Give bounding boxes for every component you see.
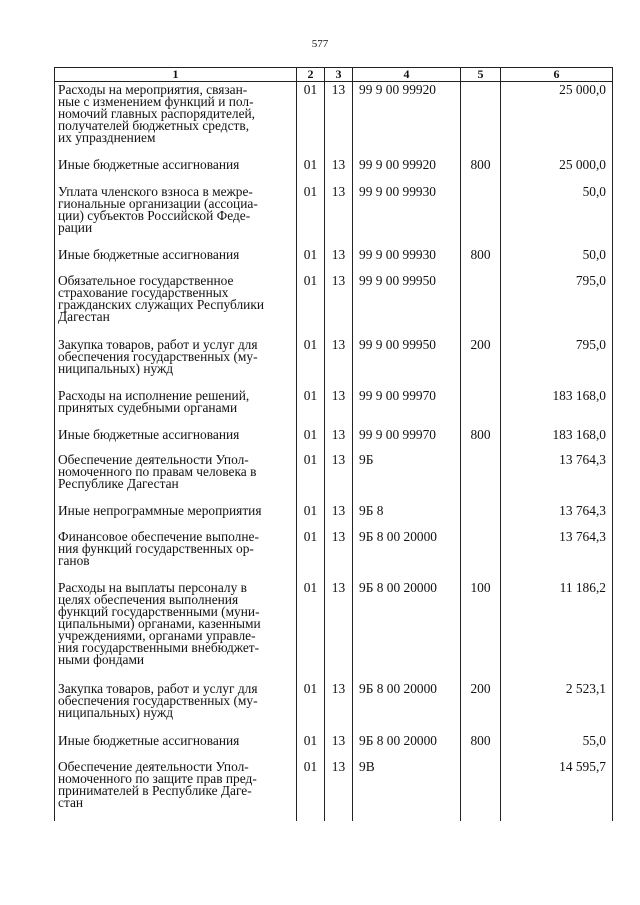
row-section-cell: 01 <box>297 247 325 273</box>
row-name-cell: Закупка товаров, работ и услуг для обеспечения государственных (му- ниципальных) нужд <box>55 337 297 388</box>
row-name-cell: Уплата членского взноса в межре- гиональные организации (ассоциа- ции) субъектов Российской Феде- рации <box>55 184 297 247</box>
row-code-cell: 99 9 00 99930 <box>353 184 461 247</box>
table-row <box>55 388 613 427</box>
row-type-cell: 800 <box>461 427 501 452</box>
table-row <box>55 529 613 580</box>
row-type-cell: 800 <box>461 247 501 273</box>
row-section-cell: 01 <box>297 452 325 503</box>
row-type-cell <box>461 388 501 427</box>
row-subsection-cell: 13 <box>325 529 353 580</box>
row-section-cell: 01 <box>297 759 325 821</box>
row-amount-cell: 795,0 <box>501 273 613 337</box>
row-type-cell <box>461 452 501 503</box>
row-amount-cell: 13 764,3 <box>501 529 613 580</box>
row-subsection-cell: 13 <box>325 157 353 184</box>
row-subsection-cell: 13 <box>325 247 353 273</box>
row-amount-cell: 2 523,1 <box>501 681 613 733</box>
row-section-cell: 01 <box>297 157 325 184</box>
row-type-cell <box>461 759 501 821</box>
row-code-cell: 9Б <box>353 452 461 503</box>
table-row <box>55 759 613 821</box>
row-type-cell: 200 <box>461 681 501 733</box>
row-name-cell: Иные бюджетные ассигнования <box>55 247 297 273</box>
row-amount-cell: 11 186,2 <box>501 580 613 681</box>
row-code-cell: 99 9 00 99950 <box>353 337 461 388</box>
header-col-2: 2 <box>297 68 325 82</box>
row-amount-cell: 795,0 <box>501 337 613 388</box>
row-name-cell: Обеспечение деятельности Упол- номоченного по защите прав пред- принимателей в Республике Даге- стан <box>55 759 297 821</box>
header-col-5: 5 <box>461 68 501 82</box>
row-code-cell: 99 9 00 99920 <box>353 157 461 184</box>
row-subsection-cell: 13 <box>325 82 353 157</box>
row-name-cell: Иные непрограммные мероприятия <box>55 503 297 529</box>
table-row <box>55 427 613 452</box>
row-type-cell: 200 <box>461 337 501 388</box>
row-subsection-cell: 13 <box>325 681 353 733</box>
row-code-cell: 9Б 8 00 20000 <box>353 529 461 580</box>
row-amount-cell: 13 764,3 <box>501 452 613 503</box>
row-code-cell: 9Б 8 00 20000 <box>353 580 461 681</box>
row-section-cell: 01 <box>297 529 325 580</box>
row-name-cell: Расходы на исполнение решений, принятых судебными органами <box>55 388 297 427</box>
row-code-cell: 9В <box>353 759 461 821</box>
page-number: 577 <box>311 38 329 50</box>
row-type-cell <box>461 273 501 337</box>
row-amount-cell: 25 000,0 <box>501 82 613 157</box>
row-section-cell: 01 <box>297 82 325 157</box>
table-row <box>55 580 613 681</box>
table-row <box>55 273 613 337</box>
row-section-cell: 01 <box>297 427 325 452</box>
row-code-cell: 9Б 8 00 20000 <box>353 733 461 759</box>
row-name-cell: Расходы на выплаты персоналу в целях обеспечения выполнения функций государственными (муни- ципальными) органами, казенными учреждениями, органами управле- ния государственными внебюджет- ными фондами <box>55 580 297 681</box>
row-amount-cell: 183 168,0 <box>501 427 613 452</box>
row-code-cell: 9Б 8 00 20000 <box>353 681 461 733</box>
budget-table <box>54 67 613 821</box>
row-amount-cell: 13 764,3 <box>501 503 613 529</box>
row-subsection-cell: 13 <box>325 452 353 503</box>
header-row <box>55 68 613 82</box>
header-col-4: 4 <box>353 68 461 82</box>
row-subsection-cell: 13 <box>325 580 353 681</box>
table-row <box>55 337 613 388</box>
row-code-cell: 99 9 00 99930 <box>353 247 461 273</box>
row-section-cell: 01 <box>297 337 325 388</box>
table-row <box>55 681 613 733</box>
row-subsection-cell: 13 <box>325 503 353 529</box>
row-section-cell: 01 <box>297 388 325 427</box>
row-section-cell: 01 <box>297 580 325 681</box>
row-code-cell: 99 9 00 99970 <box>353 427 461 452</box>
row-section-cell: 01 <box>297 733 325 759</box>
row-type-cell <box>461 184 501 247</box>
row-subsection-cell: 13 <box>325 759 353 821</box>
header-col-6: 6 <box>501 68 613 82</box>
row-type-cell <box>461 529 501 580</box>
row-amount-cell: 14 595,7 <box>501 759 613 821</box>
table-row <box>55 184 613 247</box>
row-name-cell: Финансовое обеспечение выполне- ния функций государственных ор- ганов <box>55 529 297 580</box>
row-amount-cell: 50,0 <box>501 247 613 273</box>
table-row <box>55 503 613 529</box>
table-row <box>55 82 613 157</box>
row-name-cell: Расходы на мероприятия, связан- ные с изменением функций и пол- номочий главных распорядителей, получателей бюджетных средств, их упразднением <box>55 82 297 157</box>
row-name-cell: Иные бюджетные ассигнования <box>55 733 297 759</box>
header-col-1: 1 <box>55 68 297 82</box>
table-row <box>55 452 613 503</box>
row-subsection-cell: 13 <box>325 337 353 388</box>
row-amount-cell: 55,0 <box>501 733 613 759</box>
row-section-cell: 01 <box>297 273 325 337</box>
row-subsection-cell: 13 <box>325 184 353 247</box>
row-name-cell: Обеспечение деятельности Упол- номоченного по правам человека в Республике Дагестан <box>55 452 297 503</box>
table-row <box>55 157 613 184</box>
row-code-cell: 9Б 8 <box>353 503 461 529</box>
header-col-3: 3 <box>325 68 353 82</box>
row-amount-cell: 50,0 <box>501 184 613 247</box>
row-code-cell: 99 9 00 99970 <box>353 388 461 427</box>
row-subsection-cell: 13 <box>325 388 353 427</box>
row-name-cell: Иные бюджетные ассигнования <box>55 427 297 452</box>
table-row <box>55 733 613 759</box>
row-type-cell: 100 <box>461 580 501 681</box>
row-name-cell: Обязательное государственное страхование государственных гражданских служащих Республики Дагестан <box>55 273 297 337</box>
row-section-cell: 01 <box>297 681 325 733</box>
row-subsection-cell: 13 <box>325 273 353 337</box>
row-type-cell: 800 <box>461 157 501 184</box>
row-code-cell: 99 9 00 99950 <box>353 273 461 337</box>
row-section-cell: 01 <box>297 503 325 529</box>
row-name-cell: Закупка товаров, работ и услуг для обеспечения государственных (му- ниципальных) нужд <box>55 681 297 733</box>
row-type-cell: 800 <box>461 733 501 759</box>
row-type-cell <box>461 82 501 157</box>
row-code-cell: 99 9 00 99920 <box>353 82 461 157</box>
row-amount-cell: 183 168,0 <box>501 388 613 427</box>
row-type-cell <box>461 503 501 529</box>
table-row <box>55 247 613 273</box>
row-name-cell: Иные бюджетные ассигнования <box>55 157 297 184</box>
row-section-cell: 01 <box>297 184 325 247</box>
row-subsection-cell: 13 <box>325 427 353 452</box>
row-amount-cell: 25 000,0 <box>501 157 613 184</box>
row-subsection-cell: 13 <box>325 733 353 759</box>
